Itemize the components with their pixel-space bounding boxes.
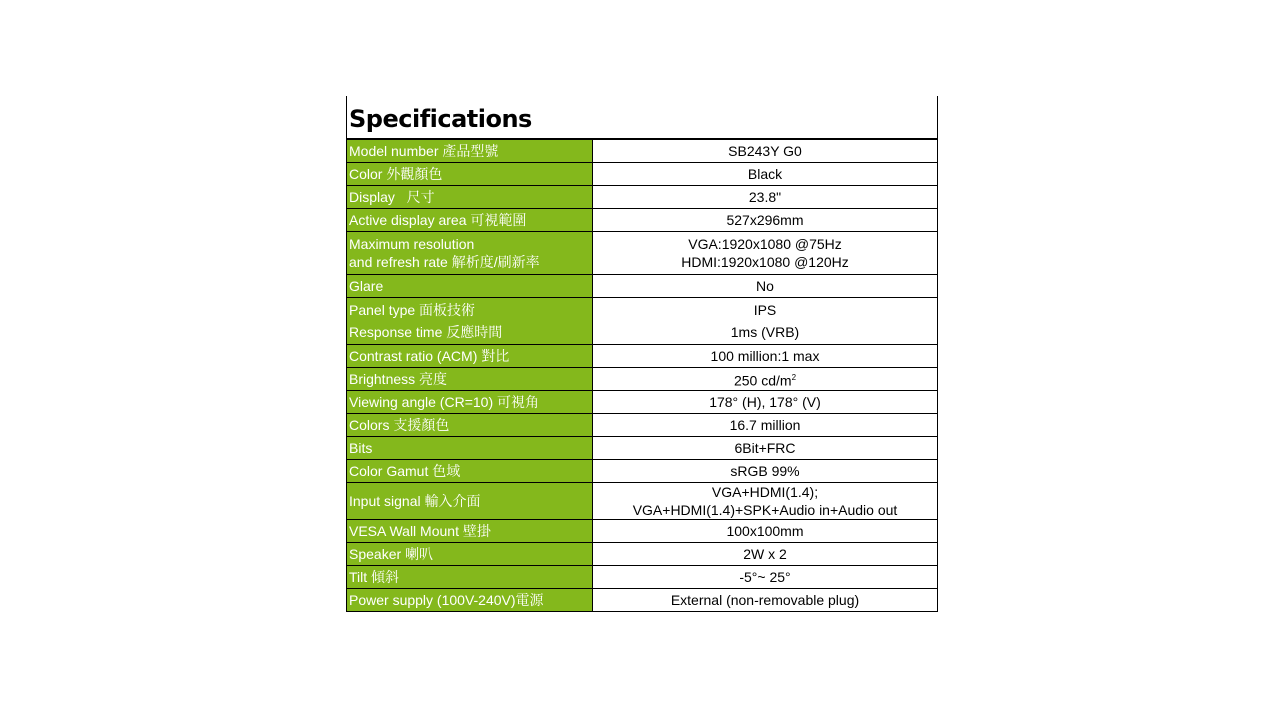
table-row — [347, 391, 938, 414]
spec-value-speaker: 2W x 2 — [593, 543, 938, 566]
spec-label-line: Response time 反應時間 — [349, 324, 503, 340]
table-row — [347, 345, 938, 368]
spec-label-input-signal: Input signal 輸入介面 — [347, 483, 593, 520]
spec-label-glare: Glare — [347, 275, 593, 298]
table-row — [347, 520, 938, 543]
spec-label-model-number: Model number 產品型號 — [347, 140, 593, 163]
spec-table — [346, 139, 938, 612]
spec-value-color-gamut: sRGB 99% — [593, 460, 938, 483]
spec-label-max-resolution — [347, 232, 593, 275]
spec-label-color: Color 外觀顏色 — [347, 163, 593, 186]
spec-value-viewing-angle: 178° (H), 178° (V) — [593, 391, 938, 414]
spec-label-display: Display 尺寸 — [347, 186, 593, 209]
spec-label-active-area: Active display area 可視範圍 — [347, 209, 593, 232]
spec-value-input-signal — [593, 483, 938, 520]
spec-value-line: HDMI:1920x1080 @120Hz — [681, 254, 849, 270]
spec-value-color: Black — [593, 163, 938, 186]
table-row — [347, 437, 938, 460]
spec-value-line: 1ms (VRB) — [730, 324, 800, 340]
spec-value-vesa: 100x100mm — [593, 520, 938, 543]
table-row — [347, 275, 938, 298]
spec-value-model-number: SB243Y G0 — [593, 140, 938, 163]
table-row — [347, 140, 938, 163]
spec-value-colors: 16.7 million — [593, 414, 938, 437]
spec-value-line: IPS — [753, 302, 777, 318]
spec-value-contrast: 100 million:1 max — [593, 345, 938, 368]
brightness-value: 250 cd/m — [733, 372, 792, 389]
spec-label-color-gamut: Color Gamut 色域 — [347, 460, 593, 483]
spec-label-vesa: VESA Wall Mount 壁掛 — [347, 520, 593, 543]
spec-label-bits: Bits — [347, 437, 593, 460]
table-row — [347, 414, 938, 437]
spec-label-contrast: Contrast ratio (ACM) 對比 — [347, 345, 593, 368]
spec-label-viewing-angle: Viewing angle (CR=10) 可視角 — [347, 391, 593, 414]
spec-value-active-area: 527x296mm — [593, 209, 938, 232]
table-row — [347, 163, 938, 186]
spec-value-line: VGA+HDMI(1.4); — [711, 484, 819, 500]
spec-value-power-supply: External (non-removable plug) — [593, 589, 938, 612]
spec-label-speaker: Speaker 喇叭 — [347, 543, 593, 566]
spec-label-line: and refresh rate 解析度/刷新率 — [349, 254, 540, 270]
table-row — [347, 483, 938, 520]
table-row — [347, 209, 938, 232]
brightness-exponent: 2 — [791, 372, 797, 382]
spec-value-max-resolution — [593, 232, 938, 275]
spec-label-colors: Colors 支援顏色 — [347, 414, 593, 437]
table-row — [347, 566, 938, 589]
table-row — [347, 589, 938, 612]
table-row — [347, 543, 938, 566]
spec-label-line: Maximum resolution — [349, 236, 475, 252]
spec-value-bits: 6Bit+FRC — [593, 437, 938, 460]
table-row — [347, 186, 938, 209]
page-title: Specifications — [346, 96, 938, 139]
spec-value-brightness — [593, 368, 938, 391]
table-row — [347, 232, 938, 275]
spec-value-line: VGA+HDMI(1.4)+SPK+Audio in+Audio out — [632, 502, 898, 518]
spec-value-panel-response — [593, 298, 938, 345]
spec-value-display: 23.8" — [593, 186, 938, 209]
spec-label-tilt: Tilt 傾斜 — [347, 566, 593, 589]
spec-value-line: VGA:1920x1080 @75Hz — [688, 236, 842, 252]
spec-label-power-supply: Power supply (100V-240V)電源 — [347, 589, 593, 612]
spec-label-panel-response — [347, 298, 593, 345]
spec-label-brightness: Brightness 亮度 — [347, 368, 593, 391]
table-row — [347, 460, 938, 483]
table-row — [347, 368, 938, 391]
spec-value-glare: No — [593, 275, 938, 298]
table-row — [347, 298, 938, 345]
spec-value-tilt: -5°~ 25° — [593, 566, 938, 589]
spec-label-line: Panel type 面板技術 — [349, 302, 476, 318]
spec-sheet — [346, 96, 938, 612]
